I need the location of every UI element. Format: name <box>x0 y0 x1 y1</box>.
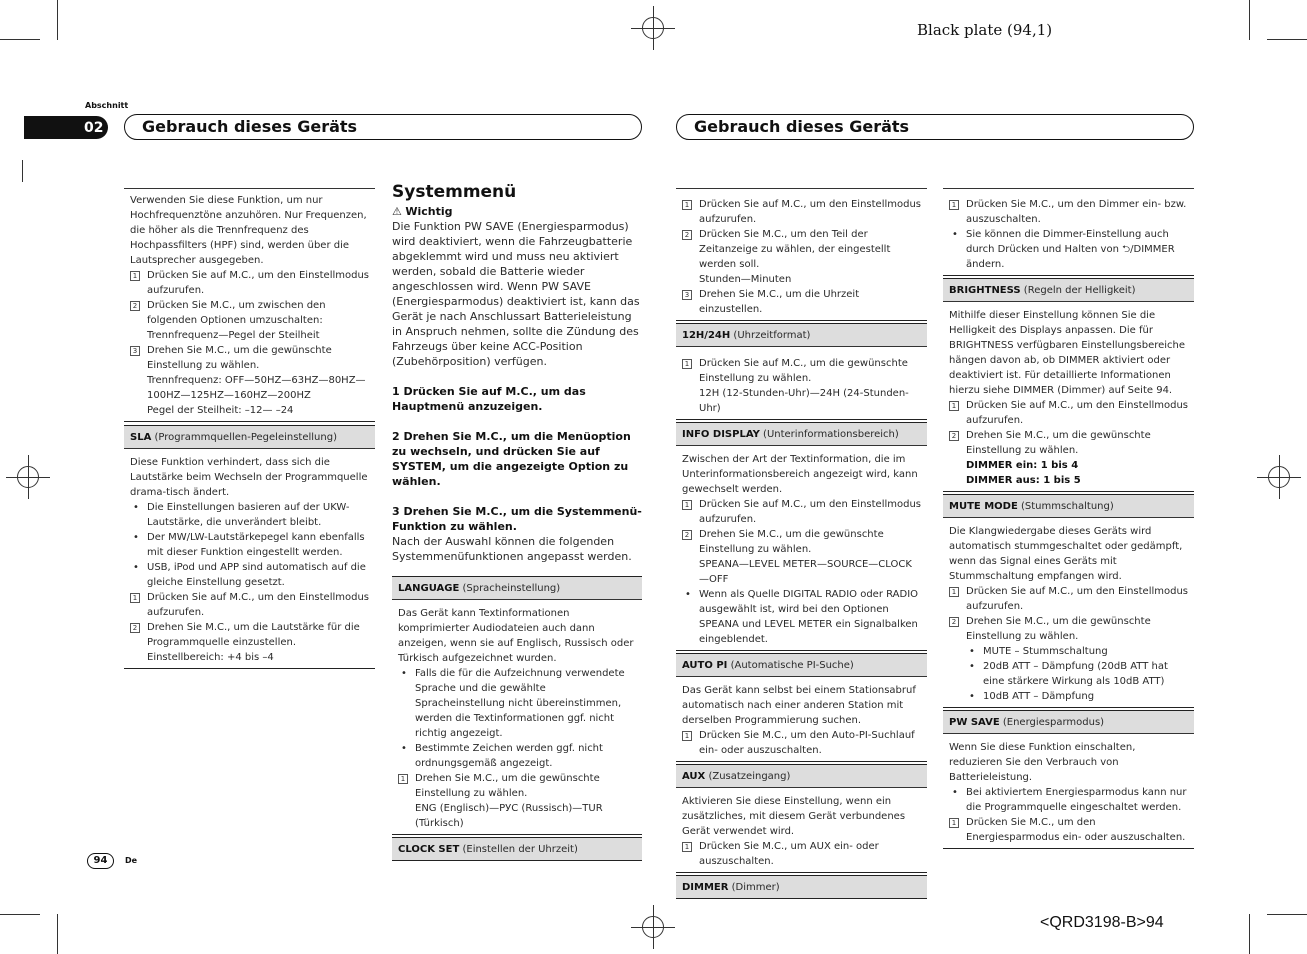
paragraph: Mithilfe dieser Einstellung können Sie die Helligkeit des Displays anpassen. Die für BRIGHTNESS verfügbaren Einstellungsbereiche hängen davon ab, ob DIMMER aktiviert oder deaktiviert ist. Für detaillierte Informationen hierzu siehe DIMMER (Dimmer) auf Seite 94. <box>949 310 1186 396</box>
step: 2 Drücken Sie M.C., um zwischen den folgenden Optionen umzuschalten: <box>130 298 369 328</box>
step-number-icon: 3 <box>682 290 692 300</box>
step: 2 Drehen Sie M.C., um die gewünschte Einstellung zu wählen. <box>682 527 921 557</box>
setting-header-aux: AUX (Zusatzeingang) <box>676 764 927 787</box>
important-note: ⚠ Wichtig <box>392 205 453 218</box>
step-detail: DIMMER ein: 1 bis 4 <box>966 460 1079 471</box>
procedure-step: 3 Drehen Sie M.C., um die Systemmenü-Funktion zu wählen. <box>392 505 642 533</box>
dimmer-section <box>943 188 1194 276</box>
setting-header-brightness: BRIGHTNESS (Regeln der Helligkeit) <box>943 278 1194 301</box>
step: 1 Drücken Sie M.C., um den Dimmer ein- bzw. auszuschalten. <box>949 197 1188 227</box>
paragraph: Die Funktion PW SAVE (Energiesparmodus) wird deaktiviert, wenn die Fahrzeugbatterie abgeklemmt wird und muss neu aktiviert werden, sobald die Batterie wieder angeschlossen wird. Wenn PW SAVE (Energiesparmodus) deaktiviert ist, kann das Gerät je nach Anschlussart Batterieleistung in Anspruch nehmen, sollte die Zündung des Fahrzeugs über keine ACC-Position (Zubehörposition) verfügen. <box>392 220 640 368</box>
auto-pi-section <box>676 676 927 762</box>
paragraph: Wenn Sie diese Funktion einschalten, reduzieren Sie den Verbrauch von Batterieleistung. <box>949 742 1136 783</box>
page-title-left: Gebrauch dieses Geräts <box>124 114 642 140</box>
step-detail: ENG (Englisch)—РУС (Russisch)—TUR (Türkisch) <box>415 803 603 829</box>
paragraph: Verwenden Sie diese Funktion, um nur Hochfrequenztöne anzuhören. Nur Frequenzen, die höher als die Trennfrequenz des Hochpassfilters (HPF) sind, werden über die Lautsprecher ausgegeben. <box>130 195 367 266</box>
step-number-icon: 2 <box>682 530 692 540</box>
crop-mark <box>1249 0 1250 40</box>
section-number: 02 <box>24 116 108 139</box>
crop-mark <box>57 914 58 954</box>
crop-mark <box>57 0 58 40</box>
step: 1 Drücken Sie auf M.C., um den Einstellmodus aufzurufen. <box>682 497 921 527</box>
mute-mode-section <box>943 517 1194 708</box>
step-detail: Trennfrequenz: OFF—50HZ—63HZ—80HZ—100HZ—125HZ—160HZ—200HZ <box>147 375 366 401</box>
paragraph: Nach der Auswahl können die folgenden Systemmenüfunktionen angepasst werden. <box>392 535 632 563</box>
setting-header-info-display: INFO DISPLAY (Unterinformationsbereich) <box>676 422 927 445</box>
step-detail: Pegel der Steilheit: –12— –24 <box>147 405 294 416</box>
registration-mark-icon <box>1268 466 1290 488</box>
bullet-item: • Bestimmte Zeichen werden ggf. nicht ordnungsgemäß angezeigt. <box>398 741 636 771</box>
setting-header-pw-save: PW SAVE (Energiesparmodus) <box>943 710 1194 733</box>
registration-mark-icon <box>642 916 664 938</box>
column-1 <box>124 188 375 669</box>
step: 1 Drücken Sie auf M.C., um den Einstellmodus aufzurufen. <box>682 197 921 227</box>
bullet-item: • MUTE – Stummschaltung <box>966 644 1188 659</box>
step-number-icon: 2 <box>949 431 959 441</box>
crop-mark <box>1249 914 1250 954</box>
step-number-icon: 1 <box>682 500 692 510</box>
bullet-item: • Die Einstellungen basieren auf der UKW-Lautstärke, die unverändert bleibt. <box>130 500 369 530</box>
step-number-icon: 1 <box>130 271 140 281</box>
crop-mark <box>1267 39 1307 40</box>
clock-section <box>676 188 927 321</box>
setting-header-auto-pi: AUTO PI (Automatische PI-Suche) <box>676 653 927 676</box>
aux-section <box>676 787 927 873</box>
setting-header-dimmer: DIMMER (Dimmer) <box>676 875 927 899</box>
bullet-item: • Falls die für die Aufzeichnung verwendete Sprache und die gewählte Spracheinstellung nicht übereinstimmen, werden die Textinformationen ggf. nicht richtig angezeigt. <box>398 666 636 741</box>
column-3 <box>676 188 927 899</box>
registration-mark-icon <box>17 466 39 488</box>
step-number-icon: 2 <box>949 617 959 627</box>
hpf-section <box>124 188 375 422</box>
step: 2 Drehen Sie M.C., um die gewünschte Einstellung zu wählen. <box>949 428 1188 458</box>
setting-header-12h24h: 12H/24H (Uhrzeitformat) <box>676 323 927 346</box>
setting-header-language: LANGUAGE (Spracheinstellung) <box>392 576 642 599</box>
step: 1 Drücken Sie auf M.C., um den Einstellmodus aufzurufen. <box>949 398 1188 428</box>
step-number-icon: 1 <box>949 587 959 597</box>
step: 1 Drücken Sie M.C., um den Energiesparmodus ein- oder auszuschalten. <box>949 815 1188 845</box>
step: 1 Drehen Sie M.C., um die gewünschte Einstellung zu wählen. <box>398 771 636 801</box>
step: 1 Drücken Sie auf M.C., um die gewünschte Einstellung zu wählen. <box>682 356 921 386</box>
step-detail: 12H (12-Stunden-Uhr)—24H (24-Stunden-Uhr) <box>699 388 909 414</box>
step-number-icon: 1 <box>682 842 692 852</box>
step: 1 Drücken Sie M.C., um AUX ein- oder auszuschalten. <box>682 839 921 869</box>
registration-mark-icon <box>642 17 664 39</box>
step: 3 Drehen Sie M.C., um die Uhrzeit einzustellen. <box>682 287 921 317</box>
step: 1 Drücken Sie auf M.C., um den Einstellmodus aufzurufen. <box>949 584 1188 614</box>
paragraph: Zwischen der Art der Textinformation, die im Unterinformationsbereich angezeigt wird, kann gewechselt werden. <box>682 454 918 495</box>
page-number: 94 <box>87 853 114 869</box>
page-title-right: Gebrauch dieses Geräts <box>676 114 1194 140</box>
step: 3 Drehen Sie M.C., um die gewünschte Einstellung zu wählen. <box>130 343 369 373</box>
crop-mark <box>0 914 40 915</box>
step: 1 Drücken Sie M.C., um den Auto-PI-Suchlauf ein- oder auszuschalten. <box>682 728 921 758</box>
step-detail: DIMMER aus: 1 bis 5 <box>966 475 1081 486</box>
step-detail: Stunden—Minuten <box>699 274 792 285</box>
sla-section <box>124 448 375 669</box>
setting-header-sla: SLA (Programmquellen-Pegeleinstellung) <box>124 425 375 448</box>
paragraph: Das Gerät kann selbst bei einem Stationsabruf automatisch nach einer anderen Station mit derselben Programmierung suchen. <box>682 685 916 726</box>
important-icon: ⚠ <box>392 205 402 218</box>
step-number-icon: 1 <box>682 359 692 369</box>
step-number-icon: 2 <box>130 301 140 311</box>
step-number-icon: 1 <box>682 200 692 210</box>
system-menu-heading: Systemmenü <box>392 182 517 202</box>
language-label: De <box>125 856 138 865</box>
step-number-icon: 1 <box>682 731 692 741</box>
procedure-step: 1 Drücken Sie auf M.C., um das Hauptmenü anzuzeigen. <box>392 385 586 413</box>
section-label: Abschnitt <box>85 101 129 110</box>
setting-header-clock: CLOCK SET (Einstellen der Uhrzeit) <box>392 837 642 861</box>
bullet-item: • Wenn als Quelle DIGITAL RADIO oder RADIO ausgewählt ist, wird bei den Optionen SPEANA und LEVEL METER ein Signalbalken eingeblendet. <box>682 587 921 647</box>
crop-mark <box>0 39 40 40</box>
step: 2 Drücken Sie M.C., um den Teil der Zeitanzeige zu wählen, der eingestellt werden soll. <box>682 227 921 272</box>
step-detail: Einstellbereich: +4 bis –4 <box>147 652 274 663</box>
format-section <box>676 346 927 420</box>
crop-mark <box>22 160 23 182</box>
crop-mark <box>1267 914 1307 915</box>
step-number-icon: 1 <box>949 818 959 828</box>
step: 1 Drücken Sie auf M.C., um den Einstellmodus aufzurufen. <box>130 268 369 298</box>
bullet-item: • Bei aktiviertem Energiesparmodus kann nur die Programmquelle eingeschaltet werden. <box>949 785 1188 815</box>
step: 1 Drücken Sie auf M.C., um den Einstellmodus aufzurufen. <box>130 590 369 620</box>
bullet-item: • USB, iPod und APP sind automatisch auf die gleiche Einstellung gesetzt. <box>130 560 369 590</box>
paragraph: Aktivieren Sie diese Einstellung, wenn ein zusätzliches, mit diesem Gerät verbundenes Gerät verwendet wird. <box>682 796 906 837</box>
bullet-item: • 20dB ATT – Dämpfung (20dB ATT hat eine stärkere Wirkung als 10dB ATT) <box>966 659 1188 689</box>
step-detail: Trennfrequenz—Pegel der Steilheit <box>147 330 320 341</box>
step-number-icon: 2 <box>682 230 692 240</box>
brightness-section <box>943 301 1194 492</box>
language-section <box>392 599 642 835</box>
step: 2 Drehen Sie M.C., um die Lautstärke für die Programmquelle einzustellen. <box>130 620 369 650</box>
paragraph: Diese Funktion verhindert, dass sich die Lautstärke beim Wechseln der Programmquelle drama-tisch ändert. <box>130 457 368 498</box>
bullet-item: • 10dB ATT – Dämpfung <box>966 689 1188 704</box>
paragraph: Die Klangwiedergabe dieses Geräts wird automatisch stummgeschaltet oder gedämpft, wenn das Signal eines Geräts mit Stummschaltung empfangen wird. <box>949 526 1183 582</box>
column-2 <box>392 182 642 861</box>
pw-save-section <box>943 733 1194 849</box>
step-detail: SPEANA—LEVEL METER—SOURCE—CLOCK—OFF <box>699 559 912 585</box>
step: 2 Drehen Sie M.C., um die gewünschte Einstellung zu wählen. <box>949 614 1188 644</box>
plate-label: Black plate (94,1) <box>917 21 1053 39</box>
step-number-icon: 2 <box>130 623 140 633</box>
procedure-step: 2 Drehen Sie M.C., um die Menüoption zu wechseln, und drücken Sie auf SYSTEM, um die angezeigte Option zu wählen. <box>392 430 631 488</box>
doc-code: <QRD3198-B>94 <box>1040 914 1164 931</box>
paragraph: Das Gerät kann Textinformationen komprimierter Audiodateien auch dann anzeigen, wenn sie auf Englisch, Russisch oder Türkisch aufgezeichnet wurden. <box>398 608 634 664</box>
setting-header-mute-mode: MUTE MODE (Stummschaltung) <box>943 494 1194 517</box>
step-number-icon: 1 <box>398 774 408 784</box>
step-number-icon: 1 <box>949 401 959 411</box>
step-number-icon: 1 <box>949 200 959 210</box>
bullet-item: • Der MW/LW-Lautstärkepegel kann ebenfalls mit dieser Funktion eingestellt werden. <box>130 530 369 560</box>
step-number-icon: 3 <box>130 346 140 356</box>
bullet-item: • Sie können die Dimmer-Einstellung auch durch Drücken und Halten von ⮌/DIMMER ändern. <box>949 227 1188 272</box>
column-4 <box>943 188 1194 849</box>
info-display-section <box>676 445 927 651</box>
step-number-icon: 1 <box>130 593 140 603</box>
